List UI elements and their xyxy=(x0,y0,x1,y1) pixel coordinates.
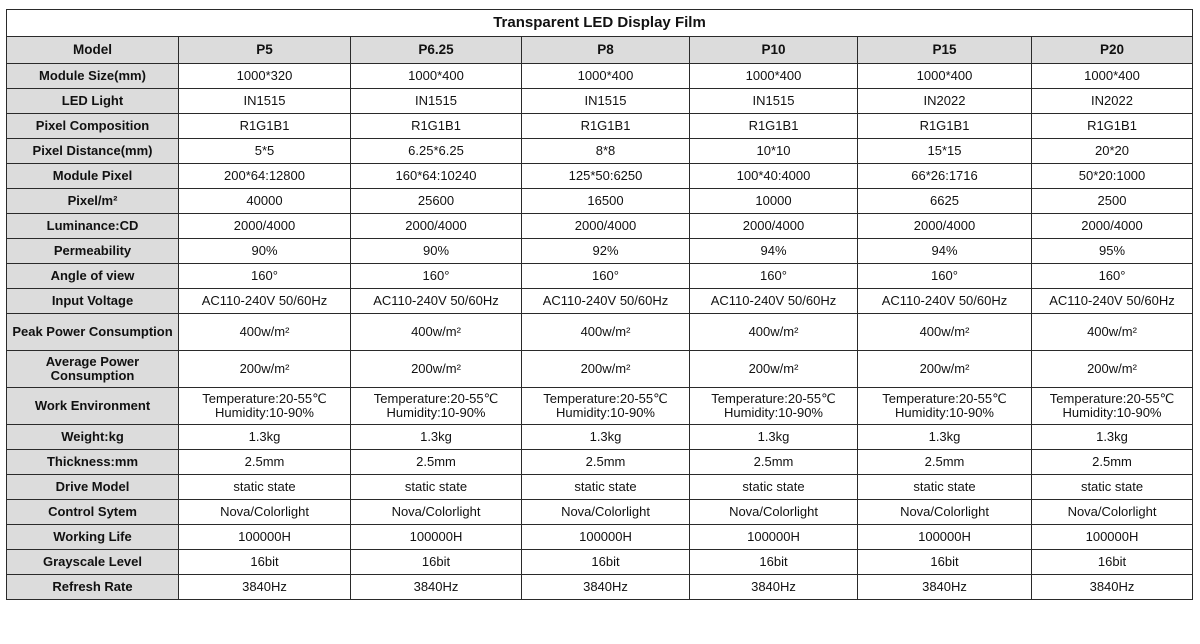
table-cell: Nova/Colorlight xyxy=(351,500,522,525)
table-cell: 400w/m² xyxy=(690,314,858,351)
table-cell: IN1515 xyxy=(351,89,522,114)
humidity-text: Humidity:10-90% xyxy=(386,405,486,420)
table-cell: 200w/m² xyxy=(179,351,351,388)
row-label: Work Environment xyxy=(7,388,179,425)
table-cell: 2.5mm xyxy=(522,450,690,475)
table-row xyxy=(7,425,1193,450)
table-row xyxy=(7,139,1193,164)
table-cell: 2000/4000 xyxy=(858,214,1032,239)
table-cell: 160° xyxy=(858,264,1032,289)
humidity-text: Humidity:10-90% xyxy=(556,405,655,420)
table-cell: 2000/4000 xyxy=(1032,214,1193,239)
table-cell: 3840Hz xyxy=(351,575,522,600)
header-model: P15 xyxy=(858,37,1032,64)
table-cell: AC110-240V 50/60Hz xyxy=(858,289,1032,314)
table-cell: 160° xyxy=(690,264,858,289)
table-cell: R1G1B1 xyxy=(858,114,1032,139)
table-cell: 6625 xyxy=(858,189,1032,214)
table-cell: 400w/m² xyxy=(351,314,522,351)
table-cell: 400w/m² xyxy=(858,314,1032,351)
temperature-text: Temperature:20-55℃ xyxy=(202,391,327,406)
table-cell: 3840Hz xyxy=(179,575,351,600)
table-cell: 1000*400 xyxy=(858,64,1032,89)
table-cell: AC110-240V 50/60Hz xyxy=(690,289,858,314)
table-cell: 1.3kg xyxy=(522,425,690,450)
title-row xyxy=(7,10,1193,37)
table-cell: 2000/4000 xyxy=(179,214,351,239)
table-cell: 15*15 xyxy=(858,139,1032,164)
table-row xyxy=(7,89,1193,114)
table-cell: 16bit xyxy=(351,550,522,575)
table-cell xyxy=(858,388,1032,425)
table-row xyxy=(7,475,1193,500)
table-cell: 1000*400 xyxy=(351,64,522,89)
row-label: Thickness:mm xyxy=(7,450,179,475)
table-row xyxy=(7,500,1193,525)
row-label: Working Life xyxy=(7,525,179,550)
table-cell: 100000H xyxy=(179,525,351,550)
table-cell: 200w/m² xyxy=(1032,351,1193,388)
table-cell: 10000 xyxy=(690,189,858,214)
table-cell: 2.5mm xyxy=(351,450,522,475)
table-row xyxy=(7,351,1193,388)
table-cell: 16bit xyxy=(522,550,690,575)
table-cell: 100000H xyxy=(351,525,522,550)
table-cell: 1000*400 xyxy=(690,64,858,89)
table-cell: 2500 xyxy=(1032,189,1193,214)
row-label: Peak Power Consumption xyxy=(7,314,179,351)
table-title: Transparent LED Display Film xyxy=(7,10,1193,37)
table-cell xyxy=(690,388,858,425)
table-cell: 100000H xyxy=(522,525,690,550)
table-cell: 2.5mm xyxy=(690,450,858,475)
table-cell: 2000/4000 xyxy=(351,214,522,239)
table-cell: 6.25*6.25 xyxy=(351,139,522,164)
table-cell: 125*50:6250 xyxy=(522,164,690,189)
table-cell: 2.5mm xyxy=(1032,450,1193,475)
table-cell: 1.3kg xyxy=(179,425,351,450)
table-cell: Nova/Colorlight xyxy=(522,500,690,525)
row-label: Pixel Composition xyxy=(7,114,179,139)
table-cell: 100000H xyxy=(1032,525,1193,550)
table-cell: 1.3kg xyxy=(1032,425,1193,450)
row-label: Drive Model xyxy=(7,475,179,500)
header-label: Model xyxy=(7,37,179,64)
row-label: Luminance:CD xyxy=(7,214,179,239)
table-cell: 10*10 xyxy=(690,139,858,164)
row-label: Input Voltage xyxy=(7,289,179,314)
table-cell: 66*26:1716 xyxy=(858,164,1032,189)
table-row xyxy=(7,214,1193,239)
table-cell: 1.3kg xyxy=(351,425,522,450)
table-cell: 200w/m² xyxy=(690,351,858,388)
table-cell: Nova/Colorlight xyxy=(179,500,351,525)
table-cell: 2.5mm xyxy=(179,450,351,475)
row-label: Pixel Distance(mm) xyxy=(7,139,179,164)
table-row xyxy=(7,550,1193,575)
header-model: P20 xyxy=(1032,37,1193,64)
table-row xyxy=(7,189,1193,214)
table-cell: Nova/Colorlight xyxy=(1032,500,1193,525)
row-label: Grayscale Level xyxy=(7,550,179,575)
table-cell: 1000*400 xyxy=(522,64,690,89)
row-label: Module Pixel xyxy=(7,164,179,189)
temperature-text: Temperature:20-55℃ xyxy=(373,391,499,406)
row-label: Weight:kg xyxy=(7,425,179,450)
table-row xyxy=(7,525,1193,550)
table-row xyxy=(7,164,1193,189)
header-row xyxy=(7,37,1193,64)
table-cell: 92% xyxy=(522,239,690,264)
row-label: Average Power Consumption xyxy=(7,351,179,388)
table-cell: 2.5mm xyxy=(858,450,1032,475)
table-cell: 5*5 xyxy=(179,139,351,164)
header-model: P10 xyxy=(690,37,858,64)
table-cell: 50*20:1000 xyxy=(1032,164,1193,189)
table-cell: R1G1B1 xyxy=(1032,114,1193,139)
table-cell: R1G1B1 xyxy=(179,114,351,139)
table-cell: 16bit xyxy=(858,550,1032,575)
table-cell: 1.3kg xyxy=(858,425,1032,450)
table-cell: 160° xyxy=(522,264,690,289)
table-cell: 16bit xyxy=(690,550,858,575)
table-cell: 16bit xyxy=(179,550,351,575)
table-cell: 3840Hz xyxy=(690,575,858,600)
table-cell: 94% xyxy=(690,239,858,264)
table-cell: IN2022 xyxy=(858,89,1032,114)
row-label: Control Sytem xyxy=(7,500,179,525)
table-cell: 25600 xyxy=(351,189,522,214)
table-cell: R1G1B1 xyxy=(522,114,690,139)
table-cell: 20*20 xyxy=(1032,139,1193,164)
humidity-text: Humidity:10-90% xyxy=(895,405,994,420)
table-cell: 95% xyxy=(1032,239,1193,264)
row-label: Angle of view xyxy=(7,264,179,289)
temperature-text: Temperature:20-55℃ xyxy=(882,391,1007,406)
temperature-text: Temperature:20-55℃ xyxy=(711,391,836,406)
table-cell: 160° xyxy=(1032,264,1193,289)
table-cell: 90% xyxy=(351,239,522,264)
table-cell: 8*8 xyxy=(522,139,690,164)
table-cell: 400w/m² xyxy=(522,314,690,351)
table-cell: 16bit xyxy=(1032,550,1193,575)
table-cell: IN2022 xyxy=(1032,89,1193,114)
table-cell: 16500 xyxy=(522,189,690,214)
table-row xyxy=(7,239,1193,264)
table-cell: 200w/m² xyxy=(522,351,690,388)
table-cell: 1000*400 xyxy=(1032,64,1193,89)
table-cell: 2000/4000 xyxy=(690,214,858,239)
table-row xyxy=(7,264,1193,289)
header-model: P5 xyxy=(179,37,351,64)
table-cell: 94% xyxy=(858,239,1032,264)
header-model: P8 xyxy=(522,37,690,64)
table-cell xyxy=(351,388,522,425)
table-cell: static state xyxy=(1032,475,1193,500)
table-cell: AC110-240V 50/60Hz xyxy=(179,289,351,314)
row-label: Refresh Rate xyxy=(7,575,179,600)
table-cell: 160*64:10240 xyxy=(351,164,522,189)
table-cell: Nova/Colorlight xyxy=(858,500,1032,525)
table-cell: 2000/4000 xyxy=(522,214,690,239)
table-cell: IN1515 xyxy=(179,89,351,114)
table-cell: R1G1B1 xyxy=(351,114,522,139)
table-cell: IN1515 xyxy=(522,89,690,114)
table-cell: 1.3kg xyxy=(690,425,858,450)
humidity-text: Humidity:10-90% xyxy=(1062,405,1162,420)
row-label: Permeability xyxy=(7,239,179,264)
humidity-text: Humidity:10-90% xyxy=(724,405,823,420)
table-cell: 200w/m² xyxy=(858,351,1032,388)
table-cell: Nova/Colorlight xyxy=(690,500,858,525)
row-label: LED Light xyxy=(7,89,179,114)
table-cell: AC110-240V 50/60Hz xyxy=(351,289,522,314)
table-cell: static state xyxy=(179,475,351,500)
table-cell: 100000H xyxy=(690,525,858,550)
table-cell: 3840Hz xyxy=(522,575,690,600)
table-row xyxy=(7,64,1193,89)
table-cell: 3840Hz xyxy=(1032,575,1193,600)
table-row xyxy=(7,289,1193,314)
spec-table xyxy=(6,9,1193,600)
table-cell: AC110-240V 50/60Hz xyxy=(1032,289,1193,314)
table-cell: 400w/m² xyxy=(179,314,351,351)
table-row xyxy=(7,575,1193,600)
table-cell: 40000 xyxy=(179,189,351,214)
temperature-text: Temperature:20-55℃ xyxy=(1049,391,1175,406)
table-cell: 1000*320 xyxy=(179,64,351,89)
table-cell: 160° xyxy=(351,264,522,289)
table-cell: 100*40:4000 xyxy=(690,164,858,189)
table-cell xyxy=(179,388,351,425)
row-label: Pixel/m² xyxy=(7,189,179,214)
table-cell: 200w/m² xyxy=(351,351,522,388)
table-row xyxy=(7,388,1193,425)
table-cell: 100000H xyxy=(858,525,1032,550)
row-label: Module Size(mm) xyxy=(7,64,179,89)
humidity-text: Humidity:10-90% xyxy=(215,405,314,420)
table-cell: static state xyxy=(522,475,690,500)
table-cell: static state xyxy=(351,475,522,500)
table-cell: 160° xyxy=(179,264,351,289)
temperature-text: Temperature:20-55℃ xyxy=(543,391,668,406)
table-row xyxy=(7,314,1193,351)
table-cell: 400w/m² xyxy=(1032,314,1193,351)
table-cell: static state xyxy=(858,475,1032,500)
table-cell: 3840Hz xyxy=(858,575,1032,600)
table-row xyxy=(7,450,1193,475)
header-model: P6.25 xyxy=(351,37,522,64)
table-cell: IN1515 xyxy=(690,89,858,114)
table-cell: AC110-240V 50/60Hz xyxy=(522,289,690,314)
table-cell xyxy=(522,388,690,425)
table-row xyxy=(7,114,1193,139)
table-cell: 200*64:12800 xyxy=(179,164,351,189)
table-cell: 90% xyxy=(179,239,351,264)
table-cell xyxy=(1032,388,1193,425)
table-cell: static state xyxy=(690,475,858,500)
table-cell: R1G1B1 xyxy=(690,114,858,139)
spec-sheet xyxy=(6,9,1192,600)
